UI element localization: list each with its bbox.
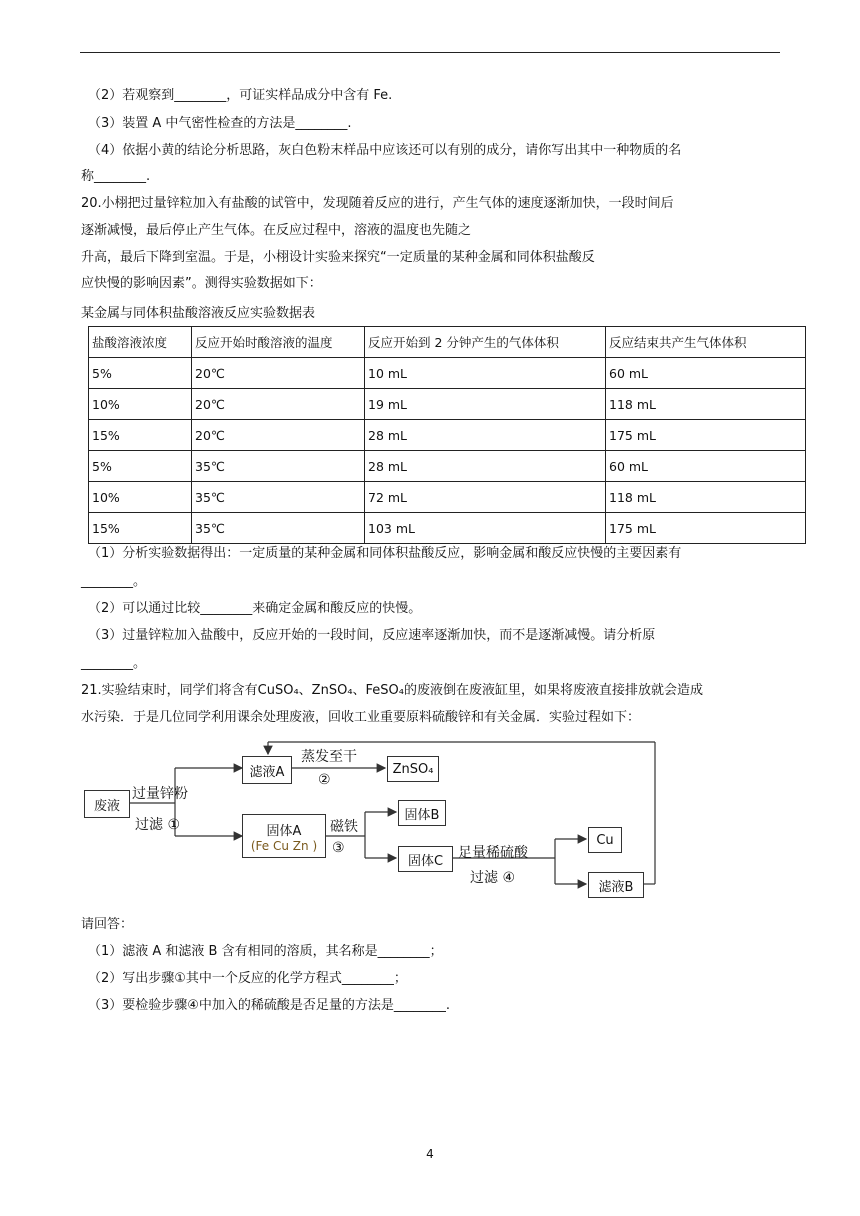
table-cell: 20℃ (192, 358, 365, 389)
copper-box: Cu (588, 827, 622, 853)
table-row (89, 389, 806, 420)
solid-c-box: 固体C (398, 846, 453, 872)
q21-intro-2: 水污染．于是几位同学利用课余处理废液，回收工业重要原料硫酸锌和有关金属．实验过程如下： (81, 710, 641, 725)
table-cell: 72 mL (365, 482, 606, 513)
table-cell: 35℃ (192, 451, 365, 482)
q20-part3: （3）过量锌粒加入盐酸中，反应开始的一段时间，反应速率逐渐加快，而不是逐渐减慢。请分析原 (88, 628, 656, 643)
table-caption: 某金属与同体积盐酸溶液反应实验数据表 (81, 306, 316, 321)
table-cell: 35℃ (192, 513, 365, 544)
q20-intro-3: 升高，最后下降到室温。于是，小栩设计实验来探究“一定质量的某种金属和同体积盐酸反 (81, 250, 595, 265)
waste-liquid-box: 废液 (84, 790, 130, 818)
table-cell: 175 mL (606, 513, 806, 544)
q21-intro-1: 21.实验结束时，同学们将含有CuSO₄、ZnSO₄、FeSO₄的废液倒在废液缸里，如果将废液直接排放就会造成 (81, 683, 703, 698)
q20-intro-2: 逐渐减慢，最后停止产生气体。在反应过程中，溶液的温度也先随之 (81, 223, 472, 238)
table-cell: 103 mL (365, 513, 606, 544)
q20-part3-cont: ________。 (81, 656, 147, 671)
data-table (88, 326, 806, 544)
step3-label: ③ (332, 840, 345, 856)
q21-part1: （1）滤液 A 和滤液 B 含有相同的溶质，其名称是________； (88, 944, 443, 959)
filter-step4-label: 过滤 ④ (470, 870, 516, 886)
table-cell: 19 mL (365, 389, 606, 420)
table-cell: 175 mL (606, 420, 806, 451)
znso4-box: ZnSO₄ (387, 756, 439, 782)
table-cell: 5% (89, 358, 192, 389)
table-cell: 10% (89, 482, 192, 513)
q21-part2: （2）写出步骤①其中一个反应的化学方程式________； (88, 971, 407, 986)
q19-part2: （2）若观察到________，可证实样品成分中含有 Fe. (88, 88, 393, 103)
filtrate-a-box: 滤液A (242, 756, 292, 784)
table-cell: 20℃ (192, 389, 365, 420)
table-row (89, 358, 806, 389)
solid-a-label: 固体A (266, 823, 302, 839)
table-cell: 60 mL (606, 358, 806, 389)
table-row (89, 451, 806, 482)
table-header-cell: 反应开始时酸溶液的温度 (192, 327, 365, 358)
table-cell: 20℃ (192, 420, 365, 451)
magnet-label: 磁铁 (330, 819, 358, 835)
page-number: 4 (426, 1147, 434, 1161)
excess-zinc-label: 过量锌粉 (132, 786, 188, 802)
table-row (89, 513, 806, 544)
table-cell: 118 mL (606, 389, 806, 420)
dilute-acid-label: 足量稀硫酸 (458, 845, 528, 861)
solid-a-box (242, 814, 326, 858)
table-cell: 10 mL (365, 358, 606, 389)
q19-part4-cont: 称________. (81, 169, 151, 184)
table-header-cell: 盐酸溶液浓度 (89, 327, 192, 358)
table-cell: 118 mL (606, 482, 806, 513)
process-flow-diagram (80, 738, 660, 908)
header-rule (80, 52, 780, 53)
q19-part4: （4）依据小黄的结论分析思路，灰白色粉末样品中应该还可以有别的成分，请你写出其中一种物质的名 (88, 143, 682, 158)
table-cell: 60 mL (606, 451, 806, 482)
table-cell: 15% (89, 513, 192, 544)
solid-a-composition: (Fe Cu Zn ) (250, 838, 318, 853)
table-cell: 28 mL (365, 420, 606, 451)
q20-part1: （1）分析实验数据得出：一定质量的某种金属和同体积盐酸反应，影响金属和酸反应快慢的主要因素有 (88, 546, 682, 561)
q20-intro-1: 20.小栩把过量锌粒加入有盐酸的试管中，发现随着反应的进行，产生气体的速度逐渐加快，一段时间后 (81, 196, 674, 211)
q19-part3: （3）装置 A 中气密性检查的方法是________. (88, 116, 352, 131)
table-cell: 5% (89, 451, 192, 482)
evaporate-label: 蒸发至干 (301, 749, 357, 765)
table-cell: 35℃ (192, 482, 365, 513)
table-row (89, 482, 806, 513)
table-header-cell: 反应开始到 2 分钟产生的气体体积 (365, 327, 606, 358)
table-cell: 28 mL (365, 451, 606, 482)
filter-step1-label: 过滤 ① (135, 817, 181, 833)
table-header-cell: 反应结束共产生气体体积 (606, 327, 806, 358)
q20-part2: （2）可以通过比较________来确定金属和酸反应的快慢。 (88, 601, 422, 616)
q21-part3: （3）要检验步骤④中加入的稀硫酸是否足量的方法是________. (88, 998, 451, 1013)
solid-b-box: 固体B (398, 800, 446, 826)
q20-part1-cont: ________。 (81, 574, 147, 589)
table-cell: 10% (89, 389, 192, 420)
step2-label: ② (318, 772, 331, 788)
table-header-row (89, 327, 806, 358)
answer-prompt: 请回答： (81, 917, 134, 932)
q20-intro-4: 应快慢的影响因素”。测得实验数据如下： (81, 276, 322, 291)
filtrate-b-box: 滤液B (588, 872, 644, 898)
table-row (89, 420, 806, 451)
table-cell: 15% (89, 420, 192, 451)
